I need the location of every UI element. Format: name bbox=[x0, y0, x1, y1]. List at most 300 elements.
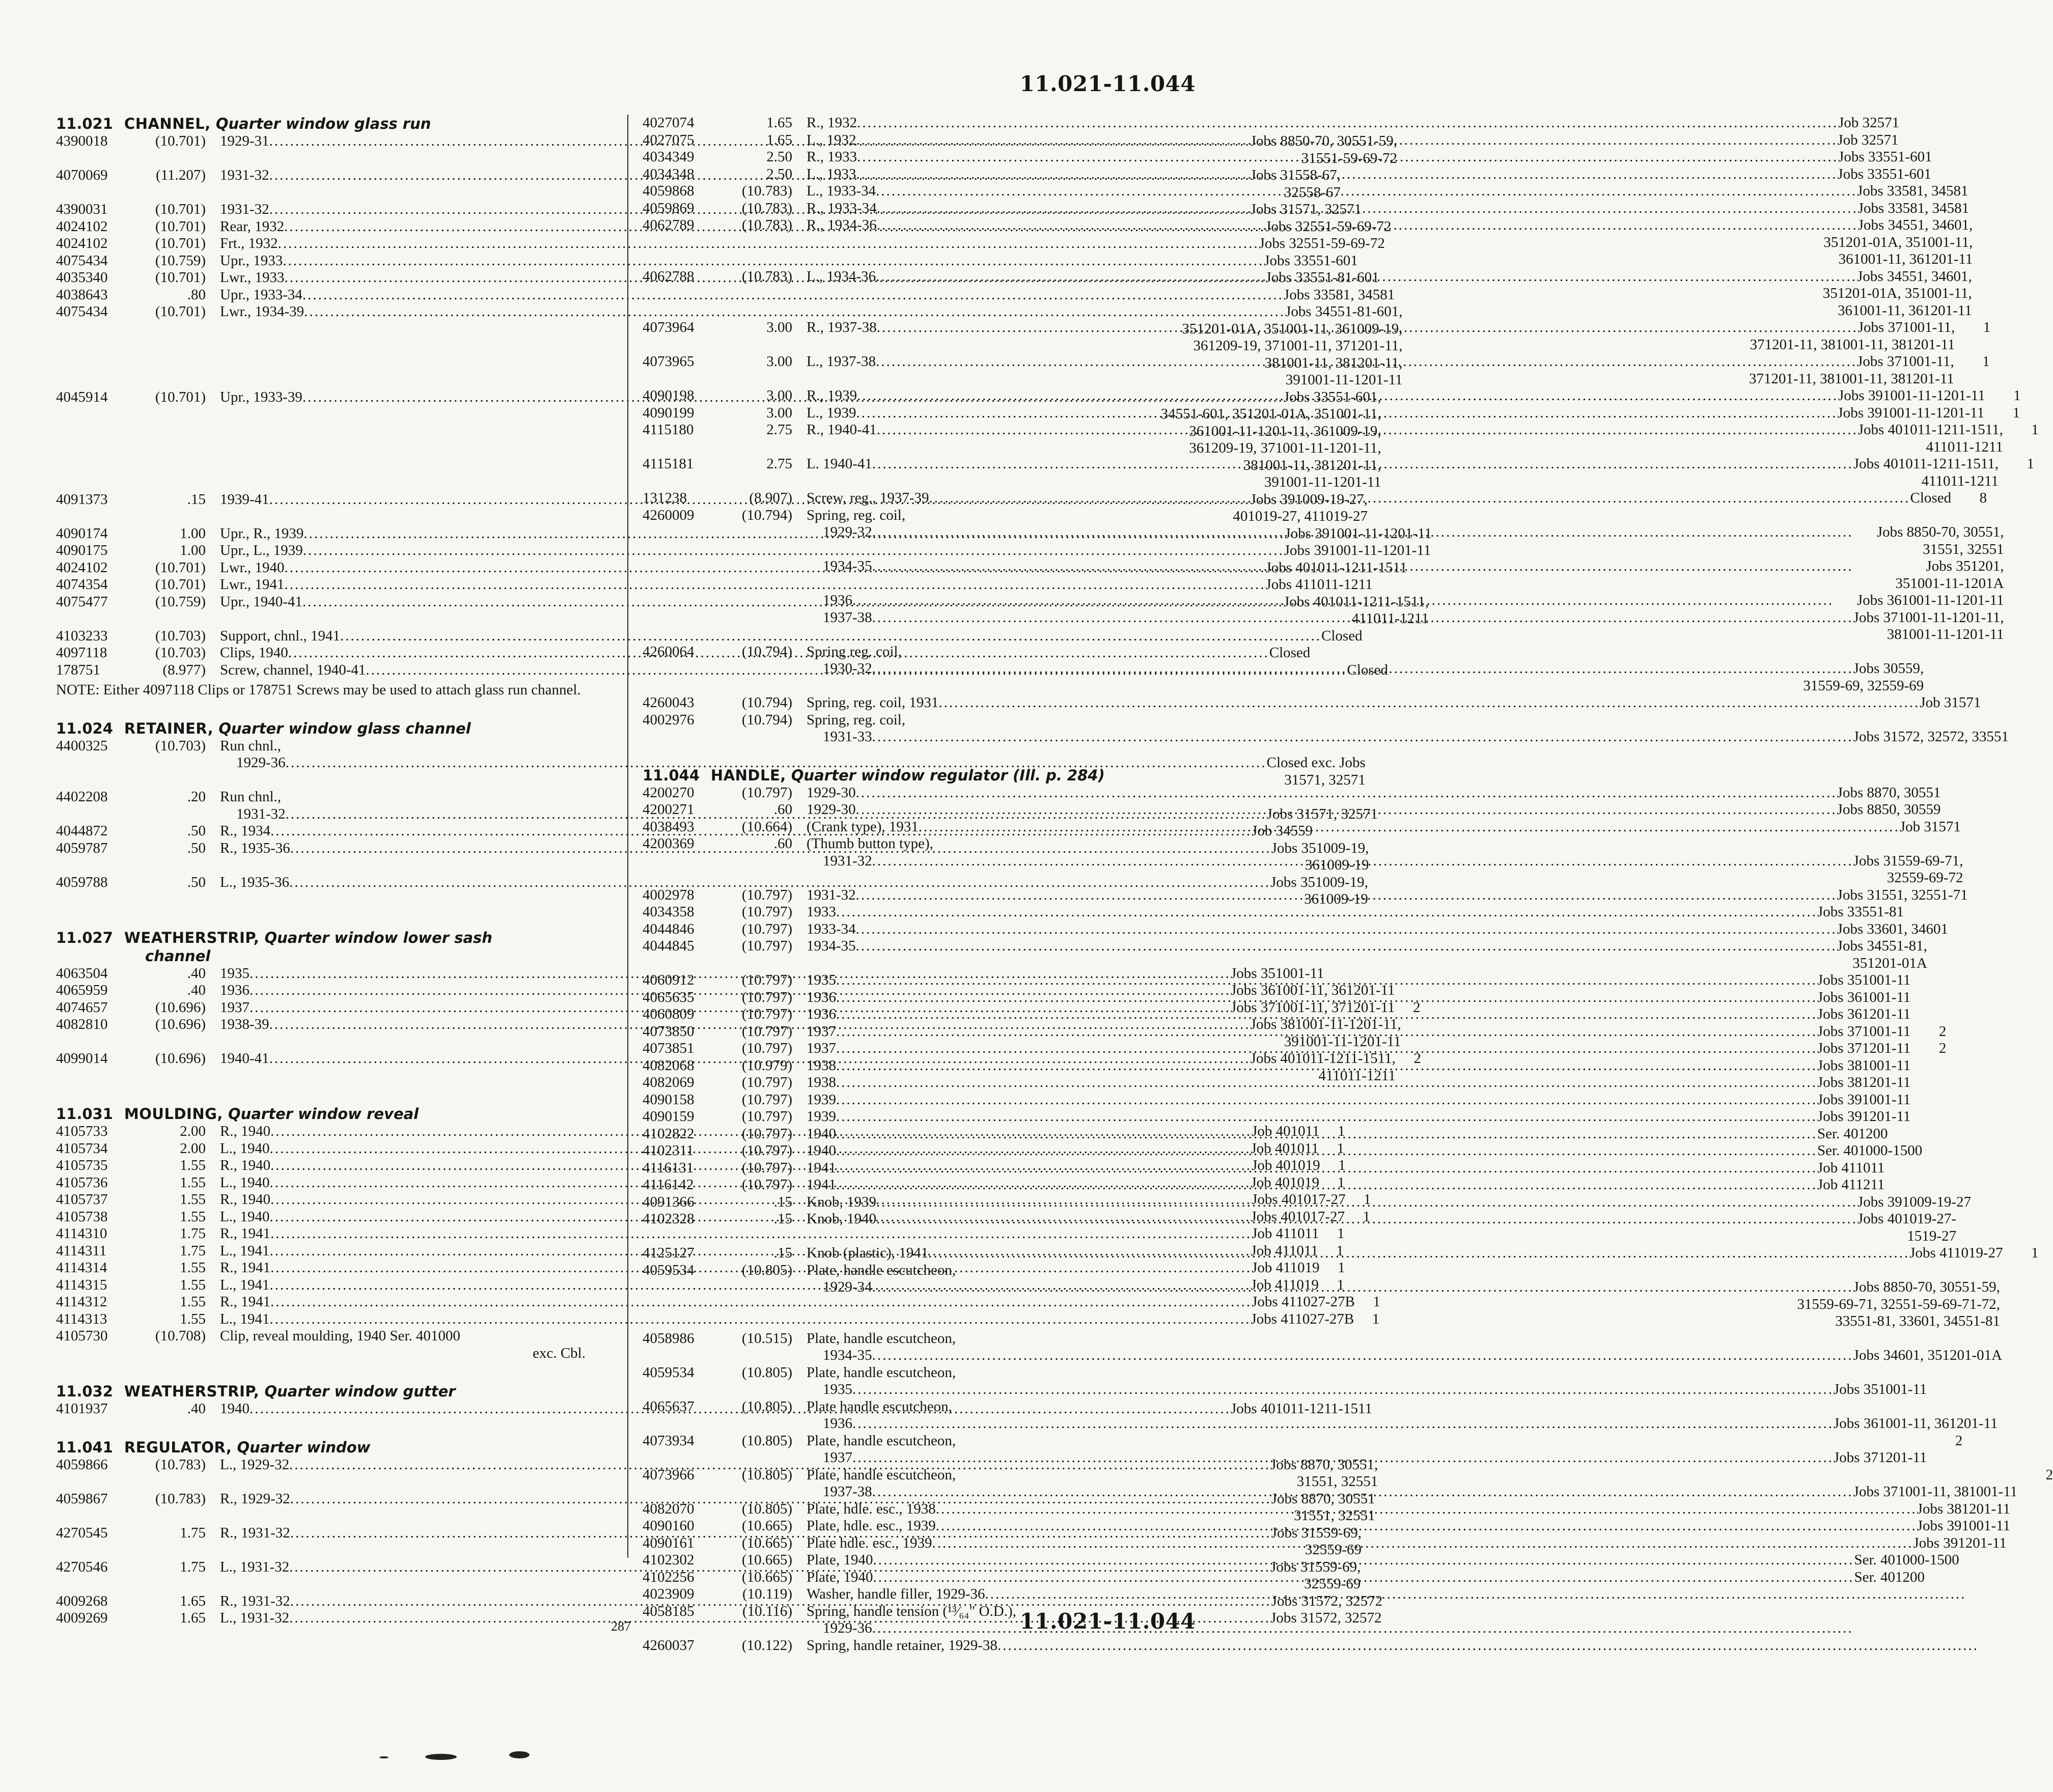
detail-text: Clip, reveal moulding, 1940 Ser. 401000 bbox=[220, 1328, 461, 1344]
leader-dots bbox=[872, 1347, 1853, 1364]
part-number: 4073934 bbox=[643, 1432, 695, 1449]
detail-desc: 1937 bbox=[807, 1040, 836, 1056]
section-title bbox=[56, 1382, 611, 1401]
detail-jobs: Ser. 401200 bbox=[1854, 1569, 1925, 1585]
part-number: 4058185 bbox=[643, 1603, 695, 1619]
part-number: 4062789 bbox=[643, 217, 695, 233]
part-number: 4038643 bbox=[56, 286, 108, 303]
price-or-ref: (10.797) bbox=[741, 1091, 792, 1108]
leader-dots bbox=[929, 490, 1910, 507]
price-or-ref: (10.794) bbox=[741, 694, 792, 711]
detail-jobs: Jobs 32551-59-69-72 bbox=[1265, 218, 1392, 235]
leader-dots bbox=[876, 353, 1857, 371]
part-number: 4090159 bbox=[643, 1108, 695, 1125]
leader-dots bbox=[836, 1091, 1817, 1109]
detail-line bbox=[807, 1160, 1884, 1177]
section-code: 11.031 bbox=[56, 1105, 113, 1123]
part-number: 4090174 bbox=[56, 525, 108, 542]
leader-dots bbox=[856, 801, 1837, 819]
leader-dots bbox=[836, 1040, 1817, 1057]
detail-jobs: Jobs 361001-11, 361201-11 bbox=[1834, 1415, 1998, 1432]
part-detail bbox=[807, 1142, 1922, 1160]
price-or-ref: .20 bbox=[187, 789, 206, 805]
detail-jobs: Jobs 32551-59-69-72 bbox=[1259, 235, 1385, 251]
part-number: 4090175 bbox=[56, 542, 108, 558]
scan-smudge bbox=[509, 1751, 530, 1758]
leader-dots bbox=[919, 819, 1900, 836]
price-or-ref: 1.55 bbox=[180, 1157, 206, 1173]
price-or-ref: 2.50 bbox=[766, 165, 792, 182]
part-number: 4200271 bbox=[643, 801, 695, 818]
leader-dots bbox=[872, 853, 1853, 870]
part-number: 4073851 bbox=[643, 1040, 695, 1056]
part-detail bbox=[807, 1398, 1997, 1433]
price-or-ref: (10.116) bbox=[742, 1603, 792, 1619]
detail-continuation: 31551, 32551 bbox=[1923, 541, 2004, 557]
detail-line bbox=[807, 149, 1932, 166]
detail-jobs: Job 401019 bbox=[1252, 1157, 1320, 1173]
part-number: 4103233 bbox=[56, 627, 108, 644]
detail-line bbox=[807, 1194, 1971, 1211]
detail-line bbox=[807, 200, 1969, 217]
section-title bbox=[56, 1105, 611, 1123]
part-row bbox=[643, 784, 1941, 802]
section-title bbox=[56, 719, 611, 738]
detail-desc: L., 1931-32 bbox=[220, 1610, 290, 1626]
quantity: 2 bbox=[1413, 1050, 1421, 1067]
detail-line bbox=[807, 166, 1931, 183]
section-title bbox=[56, 1438, 611, 1457]
detail-text: (Thumb button type), bbox=[807, 835, 933, 852]
leader-dots bbox=[938, 694, 1920, 712]
detail-continuation: 381001-11, 381201-11, bbox=[1264, 354, 1403, 371]
detail-jobs: Jobs 351001-11 bbox=[1817, 972, 1911, 988]
price-or-ref: (10.696) bbox=[155, 1050, 206, 1067]
leader-dots bbox=[836, 1057, 1817, 1075]
part-number: 4059867 bbox=[56, 1490, 108, 1507]
detail-text: Spring, reg. coil, bbox=[807, 507, 906, 523]
detail-line bbox=[807, 1501, 2010, 1518]
part-number: 4102311 bbox=[643, 1142, 694, 1159]
detail-continuation: 391001-11-1201-11 bbox=[1285, 372, 1403, 388]
price-or-ref: .40 bbox=[187, 982, 206, 998]
detail-desc: L., 1932 bbox=[807, 131, 856, 148]
detail-desc: Lwr., 1934-39 bbox=[220, 303, 304, 320]
detail-continuation: 361001-11-1201-11, 361009-19, bbox=[1189, 423, 1381, 439]
quantity: 1 bbox=[2031, 1245, 2039, 1261]
part-row bbox=[56, 576, 1373, 594]
detail-desc: R., 1941 bbox=[220, 1294, 271, 1310]
part-detail bbox=[807, 1126, 1888, 1143]
leader-dots bbox=[856, 405, 1837, 422]
detail-desc: 1934-35 bbox=[823, 1347, 872, 1363]
detail-jobs: Job 411011 bbox=[1252, 1225, 1319, 1242]
part-number: 4260009 bbox=[643, 507, 695, 523]
leader-dots bbox=[856, 938, 1837, 955]
price-or-ref: (10.797) bbox=[741, 1108, 792, 1125]
detail-text: Plate, handle escutcheon, bbox=[807, 1432, 956, 1449]
detail-jobs: Jobs 8850-70, 30551, bbox=[1876, 524, 2004, 540]
part-number: 4070069 bbox=[56, 167, 108, 183]
price-or-ref: (10.794) bbox=[741, 711, 792, 728]
detail-jobs: Job 32571 bbox=[1838, 115, 1900, 131]
quantity: 1 bbox=[1364, 1191, 1371, 1208]
detail-continuation: 371201-11, 381001-11, 381201-11 bbox=[1750, 336, 1955, 353]
detail-desc: R., 1933 bbox=[807, 149, 857, 165]
detail-desc: 1929-36 bbox=[823, 1620, 872, 1636]
detail-jobs: Jobs 31571, 32571 bbox=[1266, 805, 1378, 822]
leader-dots bbox=[876, 1208, 1857, 1228]
price-or-ref: (10.664) bbox=[741, 818, 792, 835]
part-number: 4105737 bbox=[56, 1191, 108, 1208]
detail-desc: 1938 bbox=[807, 1057, 836, 1074]
detail-text: Run chnl., bbox=[220, 789, 282, 805]
quantity: 1 bbox=[1336, 1242, 1344, 1259]
section-code: 11.021 bbox=[56, 115, 113, 132]
part-number: 4105738 bbox=[56, 1208, 108, 1225]
section-name: WEATHERSTRIP, bbox=[124, 1383, 260, 1400]
detail-line bbox=[807, 1208, 1957, 1228]
price-or-ref: 1.55 bbox=[180, 1174, 206, 1191]
detail-desc: R., 1940-41 bbox=[807, 422, 877, 438]
price-or-ref: (10.701) bbox=[155, 559, 206, 576]
price-or-ref: 2.50 bbox=[766, 149, 792, 165]
part-row bbox=[643, 1108, 1911, 1126]
detail-desc: R., 1929-32 bbox=[220, 1490, 290, 1507]
part-number: 4009268 bbox=[56, 1592, 108, 1609]
price-or-ref: (10.703) bbox=[155, 737, 206, 754]
leader-dots bbox=[836, 1142, 1817, 1160]
detail-line bbox=[807, 319, 1955, 337]
detail-line bbox=[807, 785, 1941, 802]
part-detail bbox=[807, 490, 1951, 507]
detail-desc: Spring, reg. coil, 1931 bbox=[807, 694, 939, 711]
detail-jobs: Jobs 8850-70, 30551-59, bbox=[1250, 133, 1398, 149]
price-or-ref: (10.797) bbox=[741, 1159, 792, 1176]
leader-dots bbox=[856, 785, 1837, 802]
detail-desc: R., 1940 bbox=[220, 1191, 271, 1208]
price-or-ref: (10.701) bbox=[155, 218, 206, 235]
detail-line bbox=[807, 1126, 1888, 1143]
quantity: 1 bbox=[2012, 404, 2020, 421]
detail-continuation: 361209-19, 371001-11-1201-11, bbox=[1189, 440, 1381, 456]
detail-continuation: 31559-69, 32559-69 bbox=[1803, 677, 1924, 694]
detail-desc: Upr., 1940-41 bbox=[220, 593, 302, 610]
detail-continuation: exc. Cbl. bbox=[533, 1345, 586, 1361]
part-number: 4102328 bbox=[643, 1211, 695, 1227]
detail-desc: Knob (plastic), 1941 bbox=[807, 1245, 929, 1261]
detail-continuation: 361001-11, 361201-11 bbox=[1838, 302, 1972, 319]
detail-desc: 1931-32 bbox=[236, 805, 286, 822]
part-number: 4390018 bbox=[56, 133, 108, 149]
detail-jobs: Jobs 391009-19-27 bbox=[1857, 1193, 1972, 1210]
detail-jobs: Jobs 361201-11 bbox=[1817, 1006, 1911, 1022]
section-title bbox=[56, 929, 611, 965]
detail-desc: L., 1940 bbox=[220, 1208, 270, 1225]
part-detail bbox=[807, 835, 1963, 887]
detail-line bbox=[807, 1381, 1927, 1398]
leader-dots bbox=[852, 1449, 1834, 1467]
page-range-header: 11.021-11.044 bbox=[1019, 71, 1196, 96]
section-code: 11.024 bbox=[56, 719, 113, 737]
detail-desc: R., 1931-32 bbox=[220, 1524, 290, 1541]
detail-jobs: Jobs 33601, 34601 bbox=[1837, 920, 1948, 937]
price-or-ref: (10.783) bbox=[741, 183, 792, 199]
part-detail bbox=[220, 1328, 586, 1362]
part-detail bbox=[807, 353, 1954, 387]
part-number: 4065959 bbox=[56, 982, 108, 998]
price-or-ref: 1.75 bbox=[180, 1558, 206, 1575]
price-or-ref: (10.783) bbox=[741, 217, 792, 233]
price-or-ref: .50 bbox=[187, 823, 206, 839]
part-number: 4059868 bbox=[643, 183, 695, 199]
detail-desc: 1936 bbox=[823, 1415, 852, 1432]
price-or-ref: 1.65 bbox=[180, 1610, 206, 1626]
detail-jobs: Jobs 401011-1211-1511, bbox=[1283, 593, 1429, 610]
detail-continuation: 381001-11-1201-11 bbox=[1886, 626, 2004, 642]
price-or-ref: 3.00 bbox=[766, 387, 792, 404]
section-title bbox=[643, 766, 1202, 785]
leader-dots bbox=[836, 1177, 1817, 1194]
detail-continuation: 381001-11, 381201-11, bbox=[1243, 457, 1381, 473]
part-number: 4059866 bbox=[56, 1456, 108, 1473]
detail-line bbox=[807, 1449, 1927, 1467]
price-or-ref: (10.665) bbox=[741, 1569, 792, 1585]
detail-desc: Plate, 1940 bbox=[807, 1569, 873, 1585]
price-or-ref: .60 bbox=[773, 835, 792, 852]
leader-dots bbox=[877, 422, 1858, 439]
quantity: 1 bbox=[1337, 1276, 1344, 1293]
part-number: 4073965 bbox=[643, 353, 695, 370]
leader-dots bbox=[876, 1194, 1857, 1211]
quantity: 1 bbox=[2013, 387, 2021, 404]
part-number: 178751 bbox=[56, 661, 100, 678]
price-or-ref: (10.797) bbox=[741, 972, 792, 988]
part-detail bbox=[807, 1208, 1957, 1245]
detail-desc: 1931-32 bbox=[807, 886, 856, 903]
part-detail bbox=[807, 1637, 1979, 1655]
detail-desc: Upr., 1933 bbox=[220, 252, 283, 269]
price-or-ref: 1.00 bbox=[180, 542, 206, 558]
part-number: 4270546 bbox=[56, 1558, 108, 1575]
part-number: 4400325 bbox=[56, 737, 108, 754]
detail-line bbox=[807, 405, 1984, 422]
detail-jobs: Job 411011 bbox=[1251, 1242, 1318, 1259]
detail-jobs: Job 34559 bbox=[1252, 823, 1313, 839]
quantity: 1 bbox=[1338, 1157, 1346, 1173]
detail-line bbox=[807, 1552, 1959, 1569]
part-number: 4102256 bbox=[643, 1569, 695, 1585]
detail-line bbox=[807, 729, 2009, 746]
part-number: 4260043 bbox=[643, 694, 695, 711]
part-detail bbox=[807, 1074, 1910, 1091]
detail-desc: 1935 bbox=[220, 965, 249, 982]
detail-desc: 1939 bbox=[807, 1091, 836, 1108]
detail-desc: 1936 bbox=[807, 1006, 836, 1022]
part-detail bbox=[807, 1057, 1910, 1075]
detail-desc: R., 1941 bbox=[220, 1225, 271, 1242]
detail-desc: L., 1929-32 bbox=[220, 1456, 290, 1473]
part-row bbox=[56, 1310, 1380, 1328]
quantity: 1 bbox=[2031, 422, 2039, 438]
part-detail bbox=[807, 801, 1941, 819]
section-code: 11.032 bbox=[56, 1383, 113, 1400]
price-or-ref: .15 bbox=[187, 491, 206, 508]
part-number: 4082069 bbox=[643, 1074, 695, 1090]
quantity: 1 bbox=[1982, 353, 1990, 370]
detail-jobs: Jobs 361001-11 bbox=[1817, 989, 1911, 1005]
price-or-ref: (10.805) bbox=[741, 1262, 792, 1278]
leader-dots bbox=[857, 115, 1838, 132]
part-row bbox=[56, 252, 1358, 270]
detail-jobs: Ser. 401000-1500 bbox=[1854, 1552, 1959, 1568]
part-number: 4009269 bbox=[56, 1610, 108, 1626]
leader-dots bbox=[836, 904, 1817, 921]
detail-desc: Upr., R., 1939 bbox=[220, 525, 304, 542]
detail-line bbox=[807, 989, 1910, 1006]
detail-desc: Plate, hdle. esc., 1939 bbox=[807, 1518, 936, 1534]
detail-desc: 1929-32 bbox=[823, 524, 872, 540]
part-detail bbox=[807, 904, 1904, 921]
price-or-ref: (10.794) bbox=[741, 643, 792, 660]
detail-jobs: Jobs 33551-601 bbox=[1837, 165, 1931, 182]
detail-jobs: Jobs 371001-11, bbox=[1857, 319, 1955, 335]
detail-desc: L., 1937-38 bbox=[807, 353, 876, 370]
detail-line bbox=[807, 1518, 2010, 1535]
price-or-ref: (10.805) bbox=[741, 1466, 792, 1483]
part-number: 4114313 bbox=[56, 1310, 107, 1327]
detail-desc: Knob, 1939 bbox=[807, 1193, 876, 1210]
price-or-ref: (10.783) bbox=[741, 268, 792, 285]
quantity: 1 bbox=[1337, 1140, 1344, 1157]
detail-continuation: 32558-67 bbox=[1284, 184, 1341, 201]
price-or-ref: (10.797) bbox=[741, 1040, 792, 1056]
part-number: 4260037 bbox=[643, 1637, 695, 1654]
detail-jobs: Jobs 391001-11-1201-11 bbox=[1284, 542, 1431, 558]
part-detail bbox=[807, 1535, 2007, 1552]
detail-jobs: Ser. 401200 bbox=[1817, 1125, 1888, 1142]
detail-desc: Plate, hdle. esc., 1938 bbox=[807, 1500, 936, 1517]
quantity: 1 bbox=[1337, 1225, 1345, 1242]
detail-desc: L., 1931-32 bbox=[220, 1558, 290, 1575]
detail-desc: Screw, reg., 1937-39 bbox=[807, 490, 929, 506]
page-number: 287 bbox=[611, 1619, 631, 1634]
part-detail bbox=[807, 712, 2009, 746]
part-number: 4027074 bbox=[643, 115, 695, 131]
detail-desc: L., 1934-36 bbox=[807, 268, 876, 285]
price-or-ref: (10.783) bbox=[155, 1456, 206, 1473]
detail-desc: Screw, channel, 1940-41 bbox=[220, 661, 366, 678]
detail-line bbox=[807, 887, 1968, 904]
detail-jobs: Jobs 391001-11-1201-11 bbox=[1285, 525, 1432, 542]
section-desc: Quarter window bbox=[237, 1438, 371, 1456]
detail-line bbox=[807, 904, 1904, 921]
detail-desc: L., 1941 bbox=[220, 1310, 270, 1327]
section-name: HANDLE, bbox=[710, 766, 786, 784]
section-name: RETAINER, bbox=[124, 719, 214, 737]
detail-line bbox=[807, 183, 1968, 200]
price-or-ref: (8.907) bbox=[749, 490, 792, 506]
detail-jobs: Jobs 31559-69, bbox=[1270, 1558, 1361, 1575]
part-detail bbox=[807, 149, 1932, 166]
detail-desc: L., 1940 bbox=[220, 1174, 270, 1191]
detail-desc: L., 1939 bbox=[807, 404, 856, 421]
part-number: 4060912 bbox=[643, 972, 695, 988]
detail-jobs: Jobs 401011-1211-1511, bbox=[1857, 422, 2003, 438]
part-number: 4059534 bbox=[643, 1364, 695, 1381]
price-or-ref: (10.797) bbox=[741, 784, 792, 801]
leader-dots bbox=[997, 1637, 1979, 1655]
price-or-ref: (10.701) bbox=[155, 201, 206, 217]
part-row bbox=[56, 286, 1395, 304]
section-desc: Quarter window glass run bbox=[215, 115, 431, 132]
part-number: 4034358 bbox=[643, 904, 695, 920]
detail-jobs: Jobs 381001-11 bbox=[1817, 1057, 1911, 1074]
detail-jobs: Jobs 371001-11-1201-11, bbox=[1853, 609, 2004, 626]
detail-continuation: 351201-01A, 351001-11, 361009-19, bbox=[1182, 320, 1403, 337]
part-number: 4105735 bbox=[56, 1157, 108, 1173]
part-number: 4034348 bbox=[643, 165, 695, 182]
detail-jobs: Jobs 391201-11 bbox=[1817, 1108, 1911, 1125]
part-number: 4270545 bbox=[56, 1524, 108, 1541]
detail-desc: Upr., L., 1939 bbox=[220, 542, 303, 558]
detail-jobs: Jobs 401019-27- bbox=[1857, 1211, 1957, 1227]
price-or-ref: (10.783) bbox=[155, 1490, 206, 1507]
detail-desc: Upr., 1933-39 bbox=[220, 388, 302, 405]
detail-jobs: Job 401011 bbox=[1251, 1140, 1319, 1157]
part-number: 4044846 bbox=[643, 920, 695, 937]
detail-desc: 1936 bbox=[807, 989, 836, 1005]
detail-jobs: Jobs 30559, bbox=[1853, 660, 1924, 677]
price-or-ref: (10.797) bbox=[741, 989, 792, 1005]
detail-jobs: Jobs 8870, 30551, bbox=[1270, 1456, 1378, 1473]
detail-line bbox=[807, 694, 1981, 712]
detail-continuation: 361009-19 bbox=[1305, 857, 1369, 873]
part-number: 4101937 bbox=[56, 1401, 108, 1417]
detail-desc: L., 1933-34 bbox=[807, 183, 876, 199]
part-row bbox=[643, 1364, 1927, 1398]
price-or-ref: (10.797) bbox=[741, 886, 792, 903]
part-number: 4059788 bbox=[56, 874, 108, 890]
part-detail bbox=[807, 938, 1927, 972]
detail-line bbox=[807, 1142, 1922, 1160]
part-detail bbox=[807, 1194, 1971, 1211]
part-detail bbox=[807, 1262, 2000, 1330]
detail-desc: 1929-36 bbox=[236, 754, 286, 771]
part-row bbox=[643, 920, 1948, 938]
detail-jobs: Jobs 381201-11 bbox=[1917, 1500, 2011, 1517]
part-row bbox=[643, 938, 1927, 972]
price-or-ref: .60 bbox=[773, 801, 792, 818]
detail-line bbox=[807, 1242, 2003, 1262]
part-number: 4073850 bbox=[643, 1023, 695, 1040]
price-or-ref: (10.805) bbox=[741, 1364, 792, 1381]
detail-continuation: 391001-11-1201-11 bbox=[1284, 1033, 1401, 1050]
section-desc: Quarter window glass channel bbox=[218, 719, 471, 737]
part-number: 4090199 bbox=[643, 404, 695, 421]
part-detail bbox=[807, 405, 1984, 422]
leader-dots bbox=[872, 456, 1853, 473]
leader-dots bbox=[836, 1074, 1817, 1091]
detail-desc: 1937-38 bbox=[823, 1483, 872, 1500]
part-detail bbox=[807, 1160, 1884, 1177]
detail-jobs: Jobs 351009-19, bbox=[1270, 874, 1368, 890]
detail-jobs: Jobs 33551-601 bbox=[1264, 252, 1358, 269]
detail-jobs: Jobs 34551-81-601, bbox=[1285, 303, 1403, 320]
detail-continuation: 32559-69 bbox=[1305, 1542, 1362, 1558]
part-detail bbox=[807, 1569, 1925, 1586]
detail-continuation: 31551, 32551 bbox=[1294, 1507, 1375, 1524]
